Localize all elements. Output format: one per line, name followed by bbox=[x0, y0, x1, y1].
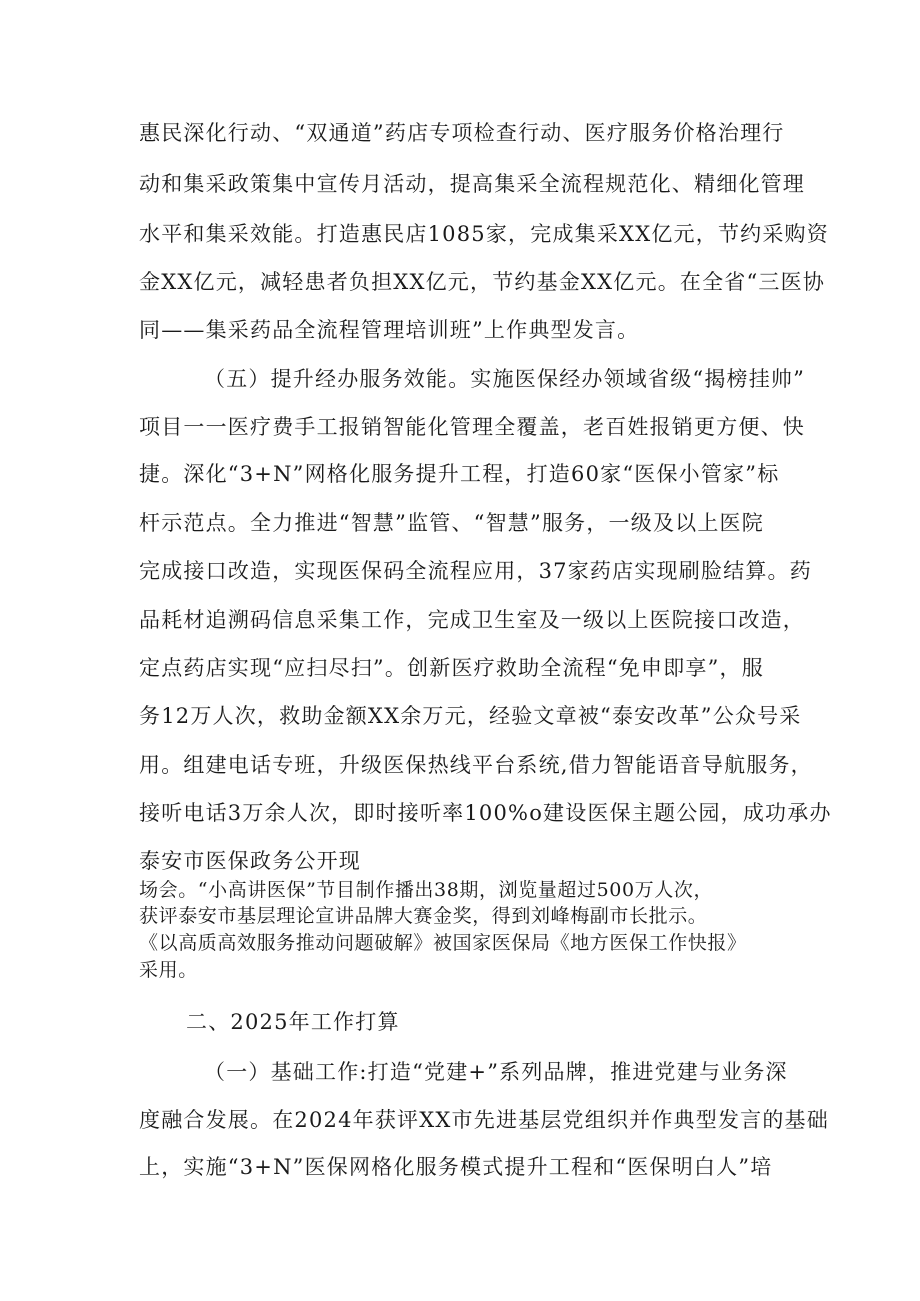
paragraph-2-line: 项目一一医疗费手工报销智能化管理全覆盖，老百姓报销更方便、快 bbox=[139, 415, 805, 439]
paragraph-2-line: （五）提升经办服务效能。实施医保经办领域省级“揭榜挂帅” bbox=[204, 367, 806, 391]
paragraph-1-line: 动和集采政策集中宣传月活动，提高集采全流程规范化、精细化管理 bbox=[139, 172, 805, 196]
paragraph-2-small-line: 获评泰安市基层理论宣讲品牌大赛金奖，得到刘峰梅副市长批示。 bbox=[139, 905, 708, 927]
section-heading: 二、2025年工作打算 bbox=[186, 1010, 400, 1034]
paragraph-1-line: 水平和集采效能。打造惠民店1085家，完成集采XX亿元，节约采购资 bbox=[139, 222, 829, 246]
paragraph-1-line: 惠民深化行动、“双通道”药店专项检查行动、医疗服务价格治理行 bbox=[139, 121, 785, 145]
paragraph-3-line: 上，实施“3+N”医保网格化服务模式提升工程和“医保明白人”培 bbox=[139, 1155, 773, 1179]
paragraph-2-line: 用。组建电话专班，升级医保热线平台系统,借力智能语音导航服务， bbox=[139, 753, 813, 777]
paragraph-2-line: 定点药店实现“应扫尽扫”。创新医疗救助全流程“免申即享”，服 bbox=[139, 656, 764, 680]
paragraph-2-line: 泰安市医保政务公开现 bbox=[139, 849, 361, 873]
paragraph-2-small-line: 《以高质高效服务推动问题破解》被国家医保局《地方医保工作快报》 bbox=[139, 932, 747, 954]
paragraph-2-line: 品耗材追溯码信息采集工作，完成卫生室及一级以上医院接口改造， bbox=[139, 608, 805, 632]
paragraph-2-line: 捷。深化“3+N”网格化服务提升工程，打造60家“医保小管家”标 bbox=[139, 462, 780, 486]
paragraph-3-line: 度融合发展。在2024年获评XX市先进基层党组织并作典型发言的基础 bbox=[139, 1108, 829, 1132]
paragraph-2-small-line: 采用。 bbox=[139, 959, 198, 981]
paragraph-2-line: 务12万人次，救助金额XX余万元，经验文章被“泰安改革”公众号采 bbox=[139, 704, 802, 728]
paragraph-3-line: （一）基础工作:打造“党建+”系列品牌，推进党建与业务深 bbox=[204, 1060, 788, 1084]
paragraph-2-line: 完成接口改造，实现医保码全流程应用，37家药店实现刷脸结算。药 bbox=[139, 559, 812, 583]
paragraph-2-line: 杆示范点。全力推进“智慧”监管、“智慧”服务，一级及以上医院 bbox=[139, 511, 764, 535]
paragraph-1-line: 同——集采药品全流程管理培训班”上作典型发言。 bbox=[139, 318, 640, 342]
paragraph-1-line: 金XX亿元，减轻患者负担XX亿元，节约基金XX亿元。在全省“三医协 bbox=[139, 270, 826, 294]
paragraph-2-small-line: 场会。“小高讲医保”节目制作播出38期，浏览量超过500万人次， bbox=[139, 879, 714, 901]
paragraph-2-line: 接听电话3万余人次，即时接听率100%o建设医保主题公园，成功承办 bbox=[139, 801, 832, 825]
